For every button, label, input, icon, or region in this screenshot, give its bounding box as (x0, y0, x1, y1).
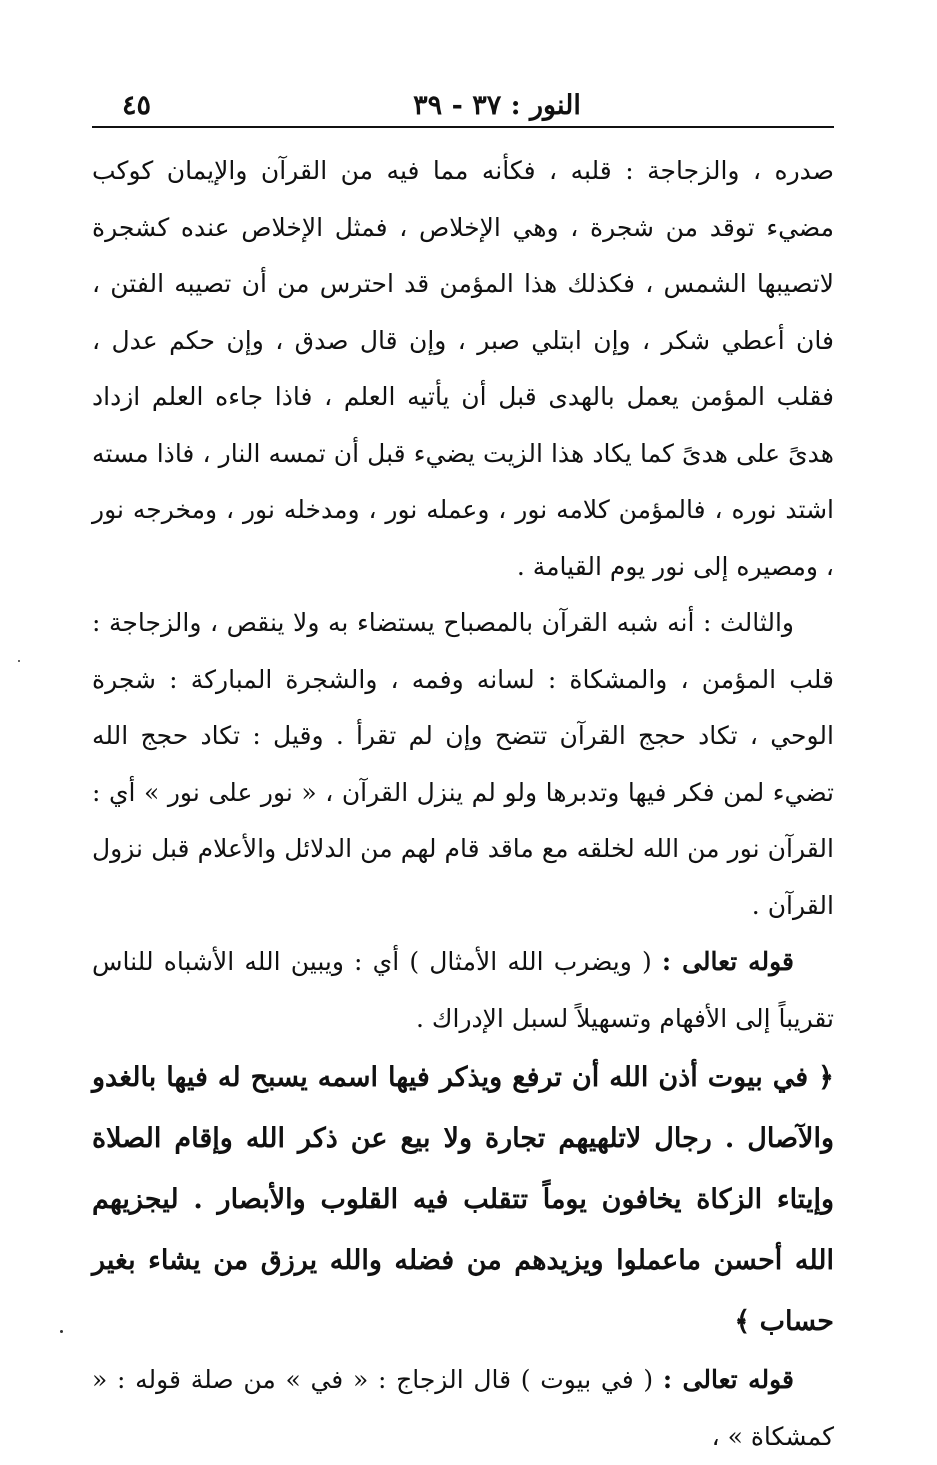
paragraph-lead: قوله تعالى : (661, 947, 794, 976)
scan-speck (18, 660, 20, 662)
quran-verse-block: ﴿ في بيوت أذن الله أن ترفع ويذكر فيها اسمه يسبح له فيها بالغدو والآصال . رجال لاتلهيهم تجارة ولا بيع عن ذكر الله وإقام الصلاة وإيتاء الزكاة يخافون يوماً تتقلب فيه القلوب والأبصار . ليجزيهم الله أحسن ماعملوا ويزيدهم من فضله والله يرزق من يشاء بغير حساب ﴾ (92, 1062, 834, 1337)
paragraph-third-view: والثالث : أنه شبه القرآن بالمصباح يستضاء به ولا ينقص ، والزجاجة : قلب المؤمن ، والمشكاة : لسانه وفمه ، والشجرة المباركة : شجرة الوحي ، تكاد حجج القرآن تتضح وإن لم تقرأ . وقيل : تكاد حجج الله تضيء لمن فكر فيها وتدبرها ولو لم ينزل القرآن ، « نور على نور » أي : القرآن نور من الله لخلقه مع ماقد قام لهم من الدلائل والأعلام قبل نزول القرآن . (92, 608, 834, 920)
page-number: ٤٥ (122, 90, 152, 121)
header-rule (92, 126, 834, 128)
paragraph-in-houses (92, 1352, 834, 1465)
page-header (92, 84, 834, 134)
paragraph-lead: قوله تعالى : (662, 1365, 794, 1394)
paragraph-text: ( ويضرب الله الأمثال ) أي : ويبين الله الأشباه للناس تقريباً إلى الأفهام وتسهيلاً لسبل الإدراك . (92, 947, 834, 1033)
paragraph-commentary-first: صدره ، والزجاجة : قلبه ، فكأنه مما فيه من القرآن والإيمان كوكب مضيء توقد من شجرة ، وهي الإخلاص ، فمثل الإخلاص عنده كشجرة لاتصيبها الشمس ، فكذلك هذا المؤمن قد احترس من أن تصيبه الفتن ، فان أعطي شكر ، وإن ابتلي صبر ، وإن قال صدق ، وإن حكم عدل ، فقلب المؤمن يعمل بالهدى قبل أن يأتيه العلم ، فاذا جاءه العلم ازداد هدىً على هدىً كما يكاد هذا الزيت يضيء قبل أن تمسه النار ، فاذا مسته اشتد نوره ، فالمؤمن كلامه نور ، وعمله نور ، ومدخله نور ، ومخرجه نور ، ومصيره إلى نور يوم القيامة . (92, 156, 834, 581)
page-body (92, 143, 834, 1465)
paragraph-text: ( في بيوت ) قال الزجاج : « في » من صلة قوله : « كمشكاة » ، (92, 1365, 834, 1451)
running-title: النور : ٣٧ - ٣٩ (413, 90, 581, 121)
paragraph-similitudes (92, 934, 834, 1047)
scan-speck (60, 1330, 63, 1333)
